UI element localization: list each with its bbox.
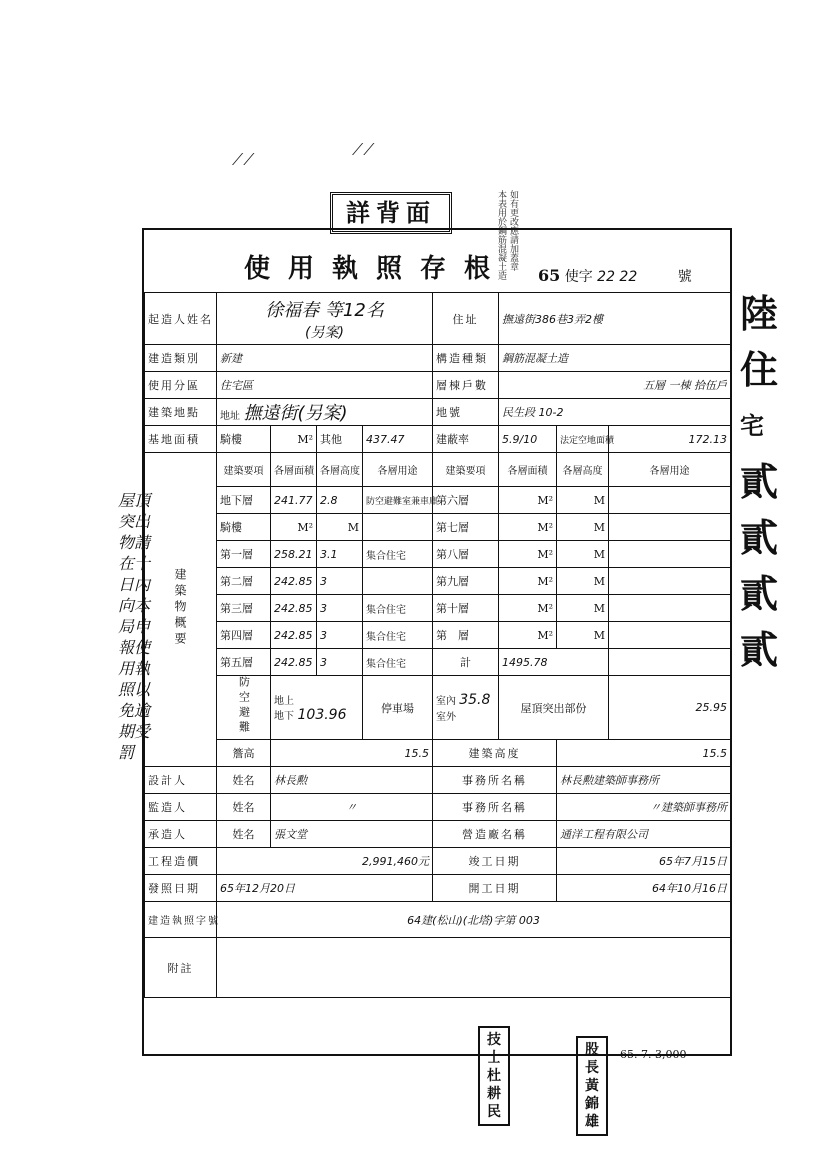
shelter-values: 地上 地下 103.96 bbox=[271, 676, 363, 740]
floors-label: 層棟戶數 bbox=[433, 372, 499, 399]
other-value: 437.47 bbox=[363, 426, 433, 453]
parking-values: 室內 35.8 室外 bbox=[433, 676, 499, 740]
address-value: 撫遠街386巷3弄2樓 bbox=[499, 293, 731, 345]
right-margin-stamp: 陸 住 宅 貳 貳 貳 貳 bbox=[740, 291, 779, 672]
inspector-stamp: 技士杜耕民 bbox=[478, 1026, 510, 1126]
table-row: 第四層 242.85 3 集合住宅 第 層 M² M bbox=[145, 622, 731, 649]
use-zone-value: 住宅區 bbox=[217, 372, 433, 399]
col-area: 各層面積 bbox=[271, 453, 317, 487]
col-use: 各層用途 bbox=[363, 453, 433, 487]
use-zone-label: 使用分區 bbox=[145, 372, 217, 399]
col-use-2: 各層用途 bbox=[609, 453, 731, 487]
contractor-company: 通洋工程有限公司 bbox=[557, 821, 731, 848]
issue-date: 65年12月20日 bbox=[217, 875, 433, 902]
floors-value: 五層 一棟 拾伍戶 bbox=[499, 372, 731, 399]
ratio-value: 5.9/10 bbox=[499, 426, 557, 453]
usage-license-stub-form bbox=[142, 228, 732, 1056]
address-label: 住址 bbox=[433, 293, 499, 345]
col-item: 建築要項 bbox=[217, 453, 271, 487]
form-grid: 起造人姓名 徐福春 等12名 (另案) 住址 撫遠街386巷3弄2樓 建造類別 新建 構造種類 鋼筋混凝土造 使用分區 住宅區 層棟戶數 五層 一棟 拾伍戶 建築地點 地址 撫遠街(另案) 地號 民生段 10-2 基地面積 騎樓 M² 其他 437.47 建蔽率 5.9/10 法定空地面積 172.13 建築物概要 建築要項 各層面積 各層高度 各層用途 建築要項 各層面積 各層高度 各層用途 地下層 241.77 2.8 防空避難室兼車庫 第六層 M² M 騎樓 M² M 第七層 M² M 第一層 258.21 3.1 集合住宅 第八層 M² M 第二層 242.85 3 第九層 M² M 第三層 242.85 3 集合住宅 第十層 M² M 第四層 242.85 3 集合住宅 第 層 M² M 第五層 242.85 3 集合住宅 計 1495.78 防空避難 地上 地下 103.96 停車場 室內 35.8 室外 屋頂突出部份 25.95 簷高 15.5 建築高度 15.5 設計人 姓名 林長勲 事務所名稱 林長勲建築師事務所 監造人 姓名 〃 事務所名稱 〃建築師事務所 承造人 姓名 張文堂 營造廠名稱 通洋工程有限公司 工程造價 2,991,460元 竣工日期 65年7月15日 發照日期 65年12月20日 開工日期 64年10月16日 建造執照字號 64建(松山)(北塔)字第 003 附註 bbox=[144, 292, 731, 998]
permit-number: 65 使字 22 22 號 bbox=[538, 266, 692, 285]
supervisor-label: 監造人 bbox=[145, 794, 217, 821]
site-address: 地址 撫遠街(另案) bbox=[217, 399, 433, 426]
parking-label: 停車場 bbox=[363, 676, 433, 740]
eave-label: 簷高 bbox=[217, 740, 271, 767]
print-number: 65. 7. 3,000 bbox=[620, 1048, 687, 1061]
contractor-name: 張文堂 bbox=[271, 821, 433, 848]
back-side-title: 詳背面 bbox=[330, 192, 452, 234]
pen-scribble-1: ⟋⟋ bbox=[232, 150, 255, 169]
table-row: 地下層 241.77 2.8 防空避難室兼車庫 第六層 M² M bbox=[145, 487, 731, 514]
designer-name: 林長勲 bbox=[271, 767, 433, 794]
table-row: 第二層 242.85 3 第九層 M² M bbox=[145, 568, 731, 595]
building-height-value: 15.5 bbox=[557, 740, 731, 767]
license-label: 建造執照字號 bbox=[145, 902, 217, 938]
builder-label: 起造人姓名 bbox=[145, 293, 217, 345]
start-date: 64年10月16日 bbox=[557, 875, 731, 902]
structure-value: 鋼筋混凝土造 bbox=[499, 345, 731, 372]
structure-label: 構造種類 bbox=[433, 345, 499, 372]
header-note-2: 如有更改應請加蓋章 bbox=[508, 190, 518, 271]
form-title: 使用執照存根 bbox=[244, 254, 509, 284]
roof-label: 屋頂突出部份 bbox=[499, 676, 609, 740]
build-type-value: 新建 bbox=[217, 345, 433, 372]
pen-scribble-2: ⟋⟋ bbox=[352, 140, 375, 159]
finish-date: 65年7月15日 bbox=[557, 848, 731, 875]
table-row: 第五層 242.85 3 集合住宅 計 1495.78 bbox=[145, 649, 731, 676]
site-label: 建築地點 bbox=[145, 399, 217, 426]
lot-value: 民生段 10-2 bbox=[499, 399, 731, 426]
arcade-unit: M² bbox=[271, 426, 317, 453]
lot-label: 地號 bbox=[433, 399, 499, 426]
col-height-2: 各層高度 bbox=[557, 453, 609, 487]
license-value: 64建(松山)(北塔)字第 003 bbox=[217, 902, 731, 938]
remarks-value bbox=[217, 938, 731, 998]
builder-value: 徐福春 等12名 (另案) bbox=[217, 293, 433, 345]
designer-label: 設計人 bbox=[145, 767, 217, 794]
total-label: 計 bbox=[433, 649, 499, 676]
total-value: 1495.78 bbox=[499, 649, 609, 676]
header-note-1: 本表用於鋼筋混凝土造 bbox=[496, 190, 506, 280]
table-row: 騎樓 M² M 第七層 M² M bbox=[145, 514, 731, 541]
col-height: 各層高度 bbox=[317, 453, 363, 487]
handwritten-side-note: 屋頂突出物請在十日內向本局申報使用執照以免逾期受罰 bbox=[118, 491, 151, 762]
cost-value: 2,991,460元 bbox=[217, 848, 433, 875]
issue-label: 發照日期 bbox=[145, 875, 217, 902]
building-height-label: 建築高度 bbox=[433, 740, 557, 767]
shelter-label: 防空避難 bbox=[217, 676, 271, 740]
remarks-label: 附註 bbox=[145, 938, 217, 998]
legal-open-label: 法定空地面積 bbox=[557, 426, 609, 453]
supervisor-office: 〃建築師事務所 bbox=[557, 794, 731, 821]
contractor-label: 承造人 bbox=[145, 821, 217, 848]
arcade-label: 騎樓 bbox=[217, 426, 271, 453]
ratio-label: 建蔽率 bbox=[433, 426, 499, 453]
section-chief-stamp: 股長黃錦雄 bbox=[576, 1036, 608, 1136]
eave-value: 15.5 bbox=[271, 740, 433, 767]
table-row: 第一層 258.21 3.1 集合住宅 第八層 M² M bbox=[145, 541, 731, 568]
supervisor-name: 〃 bbox=[271, 794, 433, 821]
roof-value: 25.95 bbox=[609, 676, 731, 740]
table-row: 第三層 242.85 3 集合住宅 第十層 M² M bbox=[145, 595, 731, 622]
legal-open-value: 172.13 bbox=[609, 426, 731, 453]
designer-office: 林長勲建築師事務所 bbox=[557, 767, 731, 794]
base-area-label: 基地面積 bbox=[145, 426, 217, 453]
building-summary-label: 建築物概要 bbox=[145, 453, 217, 767]
build-type-label: 建造類別 bbox=[145, 345, 217, 372]
col-item-2: 建築要項 bbox=[433, 453, 499, 487]
cost-label: 工程造價 bbox=[145, 848, 217, 875]
col-area-2: 各層面積 bbox=[499, 453, 557, 487]
other-label: 其他 bbox=[317, 426, 363, 453]
